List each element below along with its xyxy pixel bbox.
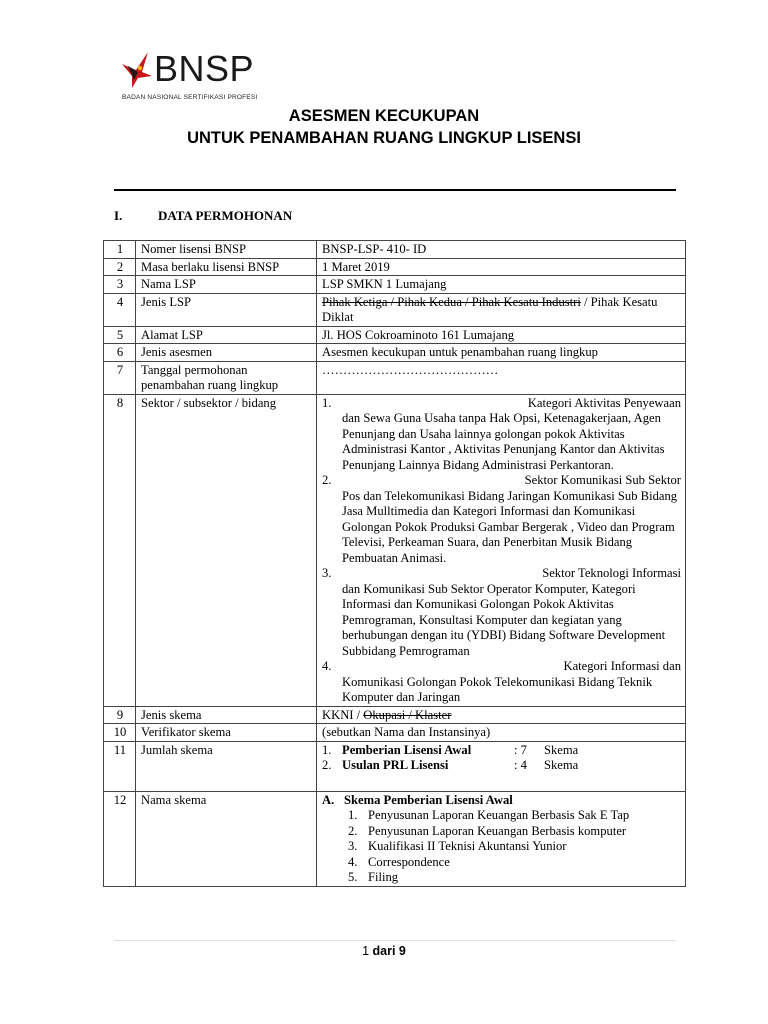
item-number: 3.: [322, 566, 332, 580]
scheme-count: : 4: [514, 758, 527, 772]
list-item: [348, 839, 681, 855]
list-item: [348, 855, 681, 871]
item-head: Sektor Teknologi Informasi: [542, 566, 681, 580]
item-number: 1.: [322, 395, 332, 410]
row-number: 11: [104, 741, 136, 791]
table-row: [104, 276, 686, 294]
table-row: [104, 344, 686, 362]
scheme-count: : 7: [514, 742, 527, 757]
list-item: [322, 566, 681, 659]
row-value: [317, 394, 686, 706]
item-text: Penyusunan Laporan Keuangan Berbasis komputer: [368, 823, 627, 838]
current-page: 1: [362, 944, 370, 958]
section-heading: [114, 208, 292, 224]
logo-subtitle: BADAN NASIONAL SERTIFIKASI PROFESI: [122, 94, 258, 101]
section-label: DATA PERMOHONAN: [158, 208, 293, 223]
item-head: Kategori Informasi dan: [563, 659, 681, 673]
row-label: Alamat LSP: [136, 326, 317, 344]
row-label: Masa berlaku lisensi BNSP: [136, 258, 317, 276]
row-label: Sektor / subsektor / bidang: [136, 394, 317, 706]
item-number: 4.: [348, 854, 358, 869]
data-table: [103, 240, 686, 887]
item-text: Filing: [368, 870, 399, 884]
item-number: 4.: [322, 659, 332, 673]
table-row: [104, 326, 686, 344]
row-number: 4: [104, 293, 136, 326]
row-value: 1 Maret 2019: [317, 258, 686, 276]
list-item: [322, 396, 681, 474]
scheme-type: Pemberian Lisensi Awal: [342, 742, 472, 757]
row-number: 10: [104, 724, 136, 742]
row-value: LSP SMKN 1 Lumajang: [317, 276, 686, 294]
table-row: [104, 394, 686, 706]
row-number: 8: [104, 394, 136, 706]
logo-wordmark: BNSP: [154, 48, 255, 89]
row-value: BNSP-LSP- 410- ID: [317, 241, 686, 259]
row-value: Asesmen kecukupan untuk penambahan ruang lingkup: [317, 344, 686, 362]
row-number: 12: [104, 791, 136, 886]
table-row: [104, 241, 686, 259]
page-subtitle: UNTUK PENAMBAHAN RUANG LINGKUP LISENSI: [187, 129, 581, 147]
scheme-unit: Skema: [544, 758, 579, 772]
row-value: [317, 741, 686, 791]
struck-options: Okupasi / Klaster: [363, 707, 452, 722]
item-number: 1.: [322, 742, 332, 757]
table-row: [104, 741, 686, 791]
row-label: Verifikator skema: [136, 724, 317, 742]
item-text: Kualifikasi II Teknisi Akuntansi Yunior: [368, 839, 567, 853]
list-item: [322, 758, 681, 774]
row-value: [317, 293, 686, 326]
scheme-unit: Skema: [544, 742, 579, 757]
list-item: [348, 824, 681, 840]
selected-option: / Pihak Kesatu Diklat: [322, 294, 658, 324]
row-label: Nama LSP: [136, 276, 317, 294]
row-number: 1: [104, 241, 136, 259]
item-number: 2.: [348, 823, 358, 838]
page-counter: [0, 944, 768, 958]
item-body: Pos dan Telekomunikasi Bidang Jaringan Komunikasi Sub Bidang Jasa Mulltimedia dan Kategori Informasi dan Komunikasi Golongan Pokok Produksi Gambar Bergerak , Video dan Program Televisi, Perkeaman Suara, dan Penerbitan Musik Bidang Pembuatan Animasi.: [342, 488, 678, 565]
row-label: Tanggal permohonan penambahan ruang lingkup: [136, 361, 317, 394]
row-number: 3: [104, 276, 136, 294]
table-row: [104, 724, 686, 742]
row-value: [317, 791, 686, 886]
row-label: Jenis asesmen: [136, 344, 317, 362]
title-divider: [114, 189, 676, 191]
row-label: Jenis LSP: [136, 293, 317, 326]
row-value: Jl. HOS Cokroaminoto 161 Lumajang: [317, 326, 686, 344]
table-row: [104, 706, 686, 724]
list-item: [322, 659, 681, 706]
table-row: [104, 293, 686, 326]
table-row: [104, 791, 686, 886]
bnsp-logo: [118, 46, 258, 106]
struck-options: Pihak Ketiga / Pihak Kedua / Pihak Kesatu Industri: [322, 294, 581, 309]
item-head: Kategori Aktivitas Penyewaan: [527, 395, 681, 410]
row-label: Jenis skema: [136, 706, 317, 724]
list-item: [322, 473, 681, 566]
selected-option: KKNI /: [322, 707, 364, 722]
item-number: 5.: [348, 870, 358, 884]
item-text: Correspondence: [368, 854, 450, 869]
row-number: 5: [104, 326, 136, 344]
row-number: 9: [104, 706, 136, 724]
list-item: [348, 870, 681, 886]
row-number: 2: [104, 258, 136, 276]
list-item: [322, 743, 681, 759]
list-item: [348, 808, 681, 824]
row-value: ……………………………………: [317, 361, 686, 394]
row-number: 7: [104, 361, 136, 394]
garuda-icon: [118, 50, 154, 90]
item-number: 3.: [348, 839, 358, 853]
section-number: I.: [114, 208, 123, 223]
row-number: 6: [104, 344, 136, 362]
item-body: dan Komunikasi Sub Sektor Operator Komputer, Kategori Informasi dan Komunikasi Golongan Pokok Aktivitas Pemrograman, Konsultasi Komputer dan kegiatan yang berhubungan dengan itu (YDBI) Bidang Software Development Subbidang Pemrograman: [342, 581, 666, 658]
item-head: Sektor Komunikasi Sub Sektor: [524, 473, 681, 487]
item-text: Penyusunan Laporan Keuangan Berbasis Sak E Tap: [368, 808, 630, 822]
item-body: dan Sewa Guna Usaha tanpa Hak Opsi, Ketenagakerjaan, Agen Penunjang dan Usaha lainnya golongan pokok Aktivitas Administrasi Kantor , Aktivitas Penunjang Kantor dan Aktivitas Penunjang Lainnya Bidang Administrasi Perkantoran.: [342, 411, 665, 472]
table-row: [104, 258, 686, 276]
item-number: 2.: [322, 758, 332, 772]
footer-divider: [114, 940, 676, 941]
item-number: 2.: [322, 473, 332, 487]
row-value: [317, 706, 686, 724]
scheme-group-heading: [322, 793, 681, 809]
table-row: [104, 361, 686, 394]
row-label: Jumlah skema: [136, 741, 317, 791]
row-label: Nama skema: [136, 791, 317, 886]
scheme-list: [322, 808, 681, 886]
row-label: Nomer lisensi BNSP: [136, 241, 317, 259]
row-value: (sebutkan Nama dan Instansinya): [317, 724, 686, 742]
item-body: Komunikasi Golongan Pokok Telekomunikasi Bidang Teknik Komputer dan Jaringan: [342, 674, 653, 704]
group-letter: A.: [322, 792, 335, 807]
group-title: Skema Pemberian Lisensi Awal: [344, 792, 513, 807]
total-pages: dari 9: [372, 944, 406, 958]
page-title: ASESMEN KECUKUPAN: [288, 107, 480, 125]
item-number: 1.: [348, 808, 358, 822]
scheme-type: Usulan PRL Lisensi: [342, 758, 449, 772]
